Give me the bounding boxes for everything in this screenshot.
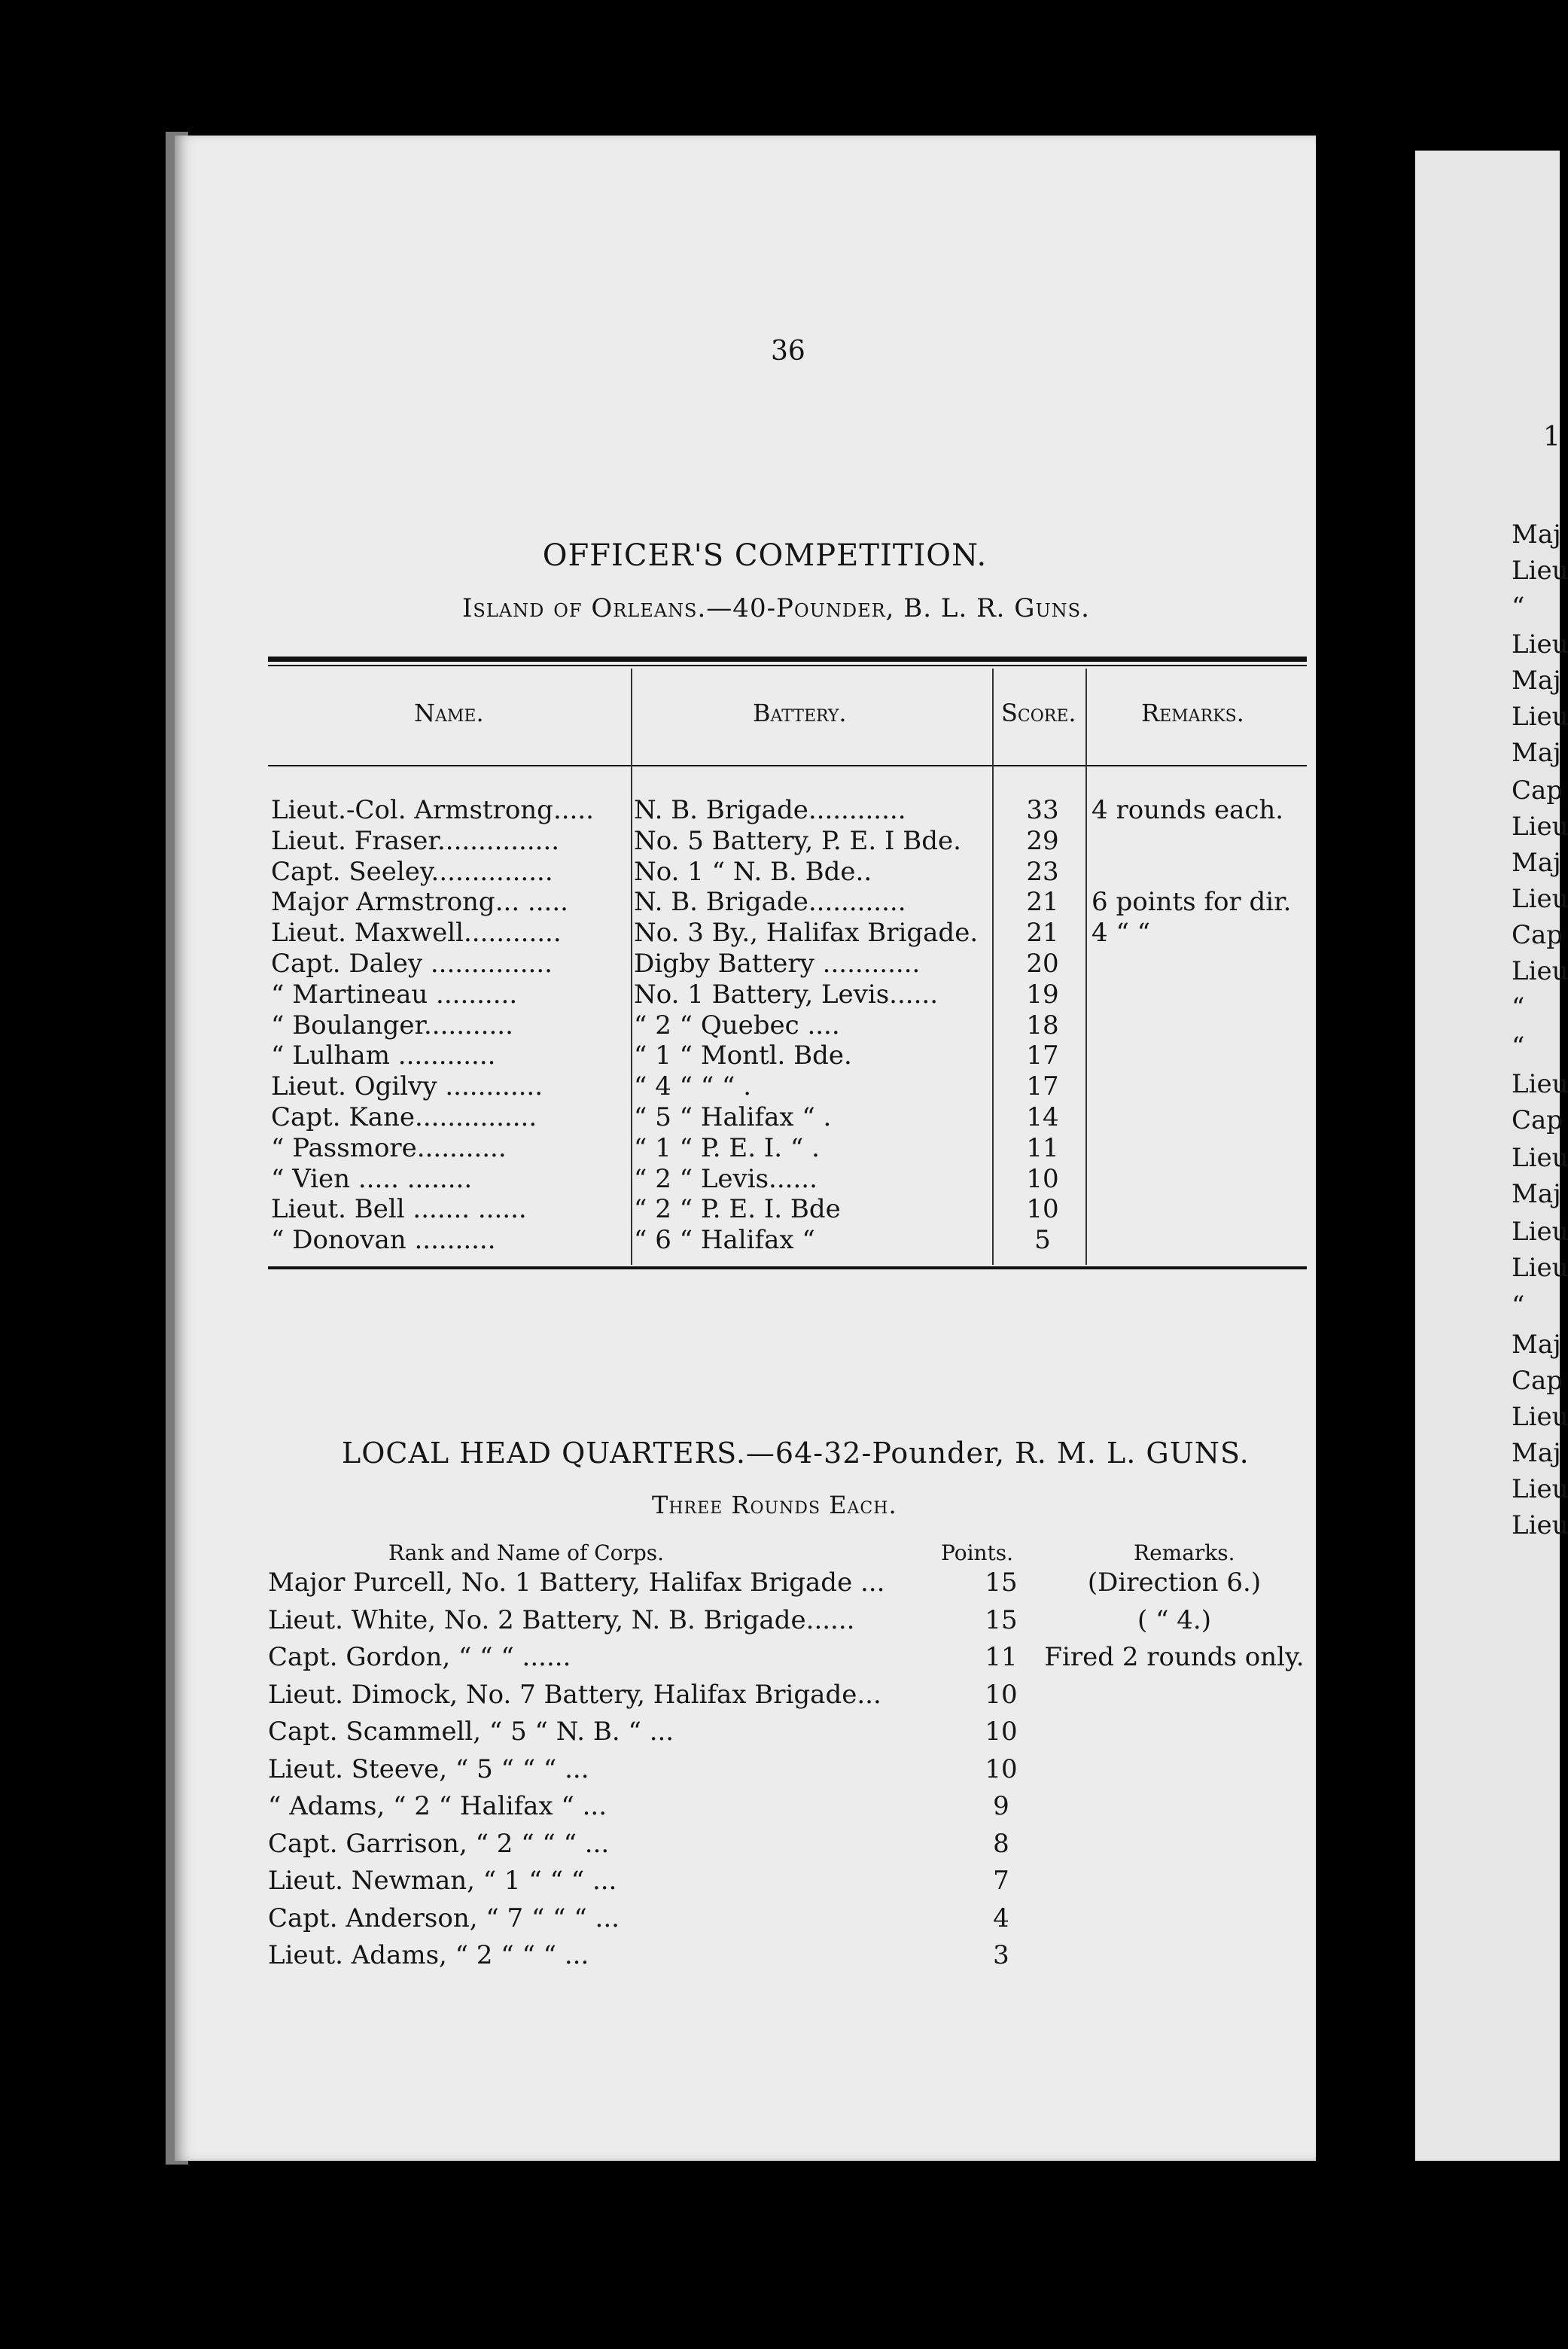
row-battery: No. 3 By., Halifax Brigade.	[634, 918, 979, 949]
row-score: 17	[1026, 1071, 1059, 1102]
table-top-rule-thin	[268, 665, 1307, 666]
row2-name: Lieut. Steeve, “ 5 “ “ “ ...	[268, 1753, 589, 1784]
row-score: 23	[1026, 856, 1059, 887]
facing-page-line: Lieu	[1512, 812, 1568, 842]
facing-page	[1415, 151, 1568, 2161]
row-battery: “ 4 “ “ “ .	[634, 1071, 752, 1102]
header-name: Name.	[414, 699, 484, 727]
row-battery: No. 1 “ N. B. Bde..	[634, 856, 872, 887]
facing-page-line: Lieu	[1512, 1510, 1568, 1540]
facing-page-line: Lieu	[1512, 956, 1568, 986]
row2-points: 10	[985, 1679, 1018, 1710]
row-battery: “ 1 “ P. E. I. “ .	[634, 1132, 820, 1163]
row-name: Lieut. Bell ....... ......	[271, 1194, 527, 1225]
facing-page-line: Maj	[1512, 519, 1561, 550]
row2-name: Capt. Scammell, “ 5 “ N. B. “ ...	[268, 1717, 674, 1747]
row-battery: N. B. Brigade............	[634, 887, 906, 918]
facing-page-line: Lieu	[1512, 629, 1568, 660]
column-divider	[992, 669, 994, 1265]
header2-name: Rank and Name of Corps.	[388, 1540, 665, 1565]
row-name: “ Passmore...........	[271, 1132, 507, 1163]
row2-points: 10	[985, 1717, 1018, 1747]
section1-subtitle: Island of Orleans.—40-Pounder, B. L. R. Guns.	[462, 593, 1090, 623]
row2-name: “ Adams, “ 2 “ Halifax “ ...	[268, 1791, 607, 1821]
facing-page-line: Cap	[1512, 1366, 1563, 1396]
facing-page-number: 1	[1543, 422, 1560, 452]
facing-page-line: Cap	[1512, 775, 1563, 806]
row-battery: “ 1 “ Montl. Bde.	[634, 1040, 852, 1071]
facing-page-line: Maj	[1512, 738, 1561, 768]
row2-points: 3	[993, 1940, 1009, 1970]
row-score: 21	[1026, 918, 1059, 949]
row2-points: 4	[993, 1903, 1009, 1933]
row-score: 11	[1026, 1132, 1059, 1163]
row-name: Capt. Kane...............	[271, 1102, 537, 1132]
facing-page-line: Lieu	[1512, 1474, 1568, 1504]
row-score: 33	[1026, 795, 1059, 825]
row2-points: 11	[985, 1642, 1018, 1672]
facing-page-line: Lieu	[1512, 702, 1568, 732]
row2-remarks: ( “ 4.)	[1137, 1604, 1211, 1635]
row2-points: 8	[993, 1828, 1009, 1859]
facing-page-line: Lieu	[1512, 556, 1568, 586]
row2-points: 10	[985, 1753, 1018, 1784]
row-remarks: 4 “ “	[1092, 918, 1151, 949]
row-score: 17	[1026, 1040, 1059, 1071]
table-header-rule	[268, 765, 1307, 766]
row-remarks: 4 rounds each.	[1092, 795, 1284, 825]
row2-name: Lieut. Dimock, No. 7 Battery, Halifax Brigade...	[268, 1679, 881, 1710]
row-score: 10	[1026, 1194, 1059, 1225]
row-name: Lieut. Maxwell............	[271, 918, 562, 949]
row2-remarks: (Direction 6.)	[1087, 1568, 1262, 1598]
facing-page-line: Maj	[1512, 1438, 1561, 1468]
row2-name: Lieut. Adams, “ 2 “ “ “ ...	[268, 1940, 589, 1970]
row-name: Lieut. Ogilvy ............	[271, 1071, 543, 1102]
header-remarks: Remarks.	[1141, 699, 1244, 727]
facing-page-line: Cap	[1512, 1105, 1563, 1135]
row-battery: “ 5 “ Halifax “ .	[634, 1102, 832, 1132]
page-number: 36	[771, 336, 805, 367]
facing-page-line: “	[1512, 1290, 1525, 1321]
row2-remarks: Fired 2 rounds only.	[1044, 1642, 1305, 1672]
section2-subtitle: Three Rounds Each.	[652, 1491, 897, 1519]
row2-name: Capt. Garrison, “ 2 “ “ “ ...	[268, 1828, 610, 1859]
row-score: 20	[1026, 949, 1059, 979]
row-battery: N. B. Brigade............	[634, 795, 906, 825]
row-score: 19	[1026, 979, 1059, 1010]
facing-page-line: Lieu	[1512, 1253, 1568, 1283]
row-battery: No. 5 Battery, P. E. I Bde.	[634, 825, 961, 856]
row-name: Lieut. Fraser...............	[271, 825, 560, 856]
row-battery: “ 2 “ P. E. I. Bde	[634, 1194, 841, 1225]
facing-page-line: Lieu	[1512, 1143, 1568, 1173]
row-battery: “ 2 “ Levis......	[634, 1163, 817, 1194]
row-score: 18	[1026, 1010, 1059, 1040]
row2-name: Lieut. Newman, “ 1 “ “ “ ...	[268, 1866, 617, 1896]
facing-page-line: Maj	[1512, 666, 1561, 696]
row-battery: Digby Battery ............	[634, 949, 921, 979]
facing-page-line: Lieu	[1512, 1402, 1568, 1432]
section1-title	[0, 538, 1560, 573]
facing-page-line: Maj	[1512, 1330, 1561, 1360]
row-battery: No. 1 Battery, Levis......	[634, 979, 939, 1010]
row-name: “ Donovan ..........	[271, 1225, 496, 1256]
facing-page-line: Lieu	[1512, 1217, 1568, 1247]
row-name: Capt. Daley ...............	[271, 949, 553, 979]
row-score: 21	[1026, 887, 1059, 918]
facing-page-line: “	[1512, 592, 1525, 622]
facing-page-line: Maj	[1512, 848, 1561, 878]
header2-remarks: Remarks.	[1134, 1540, 1235, 1565]
section2-title: LOCAL HEAD QUARTERS.—64-32-Pounder, R. M. L. GUNS.	[342, 1437, 1250, 1470]
facing-page-line: “	[1512, 1031, 1525, 1062]
row2-points: 15	[985, 1568, 1018, 1598]
facing-page-line: Maj	[1512, 1179, 1561, 1209]
column-divider	[1085, 669, 1087, 1265]
row2-name: Capt. Gordon, “ “ “ ......	[268, 1642, 571, 1672]
row2-points: 15	[985, 1604, 1018, 1635]
row2-name: Capt. Anderson, “ 7 “ “ “ ...	[268, 1903, 620, 1933]
row-score: 14	[1026, 1102, 1059, 1132]
row-name: Lieut.-Col. Armstrong.....	[271, 795, 594, 825]
column-divider	[631, 669, 632, 1265]
row-name: “ Martineau ..........	[271, 979, 518, 1010]
row-battery: “ 2 “ Quebec ....	[634, 1010, 840, 1040]
row2-name: Major Purcell, No. 1 Battery, Halifax Brigade ...	[268, 1568, 885, 1598]
row-name: “ Vien ..... ........	[271, 1163, 473, 1194]
row2-points: 9	[993, 1791, 1009, 1821]
table-top-rule	[268, 657, 1307, 662]
row-name: “ Boulanger...........	[271, 1010, 513, 1040]
row2-points: 7	[993, 1866, 1009, 1896]
table-bottom-rule	[268, 1266, 1307, 1269]
row-score: 5	[1034, 1225, 1051, 1256]
facing-page-line: Lieu	[1512, 1069, 1568, 1099]
row2-name: Lieut. White, No. 2 Battery, N. B. Brigade......	[268, 1604, 855, 1635]
section1-title-text: OFFICER'S COMPETITION.	[542, 538, 988, 573]
row-name: Major Armstrong... .....	[271, 887, 568, 918]
row-score: 29	[1026, 825, 1059, 856]
row-name: Capt. Seeley...............	[271, 856, 553, 887]
row-battery: “ 6 “ Halifax “	[634, 1225, 815, 1256]
header-score: Score.	[1001, 699, 1076, 727]
header2-points: Points.	[941, 1540, 1014, 1565]
row-remarks: 6 points for dir.	[1092, 887, 1292, 918]
row-score: 10	[1026, 1163, 1059, 1194]
header-battery: Battery.	[753, 699, 847, 727]
row-name: “ Lulham ............	[271, 1040, 496, 1071]
facing-page-line: Lieu	[1512, 884, 1568, 914]
facing-page-line: “	[1512, 992, 1525, 1022]
facing-page-line: Cap	[1512, 920, 1563, 950]
